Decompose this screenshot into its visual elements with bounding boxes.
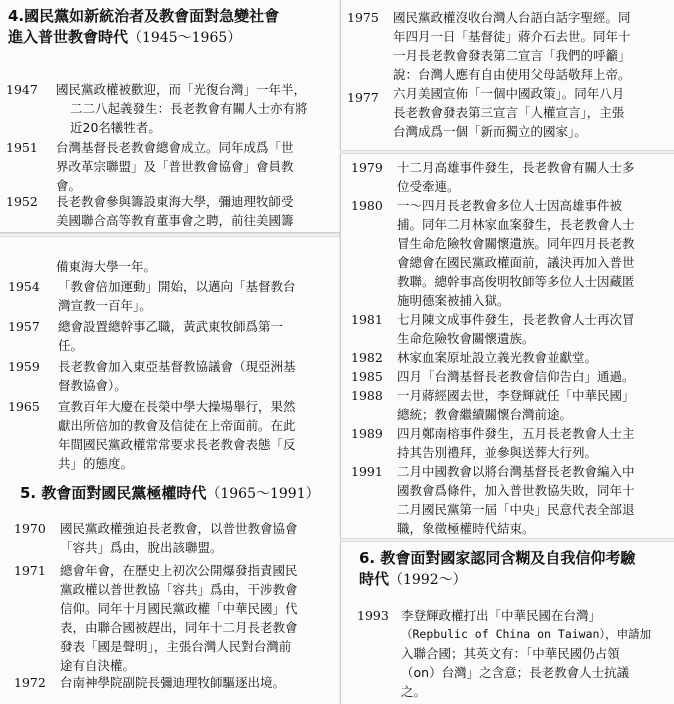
entry-line: 年間國民黨政權常常要求長老教會表態「反 xyxy=(58,437,296,452)
entry-line: 總會年會，在歷史上初次公開爆發指責國民 xyxy=(60,563,298,578)
entry-line: 四月鄭南榕事件發生，五月長老教會人士主 xyxy=(397,426,635,441)
section-6-title-line-1: 6. 教會面對國家認同含糊及自我信仰考驗 xyxy=(359,549,636,567)
section-6-range: （1992～） xyxy=(389,572,467,588)
section-5-title xyxy=(20,483,320,505)
entry-line: 總會設置總幹事乙職，黃武東牧師爲第一 xyxy=(58,319,284,334)
entry-line: 李登輝政權打出「中華民國在台灣」 xyxy=(401,608,602,623)
entry-year: 1982 xyxy=(351,350,383,365)
entry-line: 冒生命危險牧會關懷遺族。同年四月長老教 xyxy=(397,236,635,251)
entry-line: 持其告別禮拜，並參與送葬大行列。 xyxy=(397,445,598,460)
entry-line: 之。 xyxy=(401,684,427,699)
section-6-title-line-2: 時代 xyxy=(359,570,390,588)
entry-year: 1951 xyxy=(6,140,38,155)
entry-line: 黨政權以普世教協「容共」爲由，干涉教會 xyxy=(60,582,298,597)
entry-year: 1977 xyxy=(347,90,379,105)
entry-line: 入聯合國；其英文有：「中華民國仍占領 xyxy=(401,646,620,661)
entry-line: 一月長老教會發表第二宣言「我們的呼籲」 xyxy=(393,48,631,63)
entry-line: 二月中國教會以將台灣基督長老教會編入中 xyxy=(397,464,635,479)
entry-line: 年四月一日「基督徒」蔣介石去世。同年十 xyxy=(393,29,631,44)
entry-line: 備東海大學一年。 xyxy=(56,259,157,274)
entry-year: 1975 xyxy=(347,10,379,25)
entry-line: 界改革宗聯盟」及「普世教會協會」會員教 xyxy=(56,159,294,174)
entry-line: （on）台灣」之含意；長老教會人士抗議 xyxy=(401,665,630,680)
entry-line: 台灣成爲一個「新而獨立的國家」。 xyxy=(393,124,587,139)
entry-line: 台南神學院副院長彌迪理牧師驅逐出境。 xyxy=(60,675,286,690)
entry-line: 長老教會發表第三宣言「人權宣言」，主張 xyxy=(393,105,625,120)
section-4-title-line-1: 4.國民黨如新統治者及教會面對急變社會 xyxy=(8,7,280,25)
entry-year: 1991 xyxy=(351,464,383,479)
entry-line: 四月「台灣基督長老教會信仰告白」通過。 xyxy=(397,369,635,384)
entry-line: 六月美國宣佈「一個中國政策」。同年八月 xyxy=(393,86,625,101)
entry-line: 一～四月長老教會多位人士因高雄事件被 xyxy=(397,198,623,213)
entry-line: 國教會爲條件，加入普世教協失敗，同年十 xyxy=(397,483,635,498)
entry-line: 一月蔣經國去世，李登輝就任「中華民國」 xyxy=(397,388,635,403)
entry-year: 1980 xyxy=(351,198,383,213)
entry-line: 七月陳文成事件發生，長老教會人士再次冒 xyxy=(397,312,635,327)
entry-line: 表，由聯合國被趕出，同年十二月長老教會 xyxy=(60,620,298,635)
entry-line: 捕。同年二月林家血案發生，長老教會人士 xyxy=(397,217,635,232)
entry-line: 宣教百年大慶在長榮中學大操場舉行，果然 xyxy=(58,399,296,414)
entry-line: 任。 xyxy=(58,338,84,353)
entry-year: 1979 xyxy=(351,160,383,175)
clipping-section-4-continued-and-5 xyxy=(0,237,340,704)
entry-line: 長老教會加入東亞基督教協議會（現亞洲基 xyxy=(58,359,296,374)
entry-line: 生命危險牧會關懷遺族。 xyxy=(397,331,535,346)
entry-line: 位受牽連。 xyxy=(397,179,460,194)
entry-year: 1972 xyxy=(14,675,46,690)
entry-line: 督教協會）。 xyxy=(58,378,127,393)
entry-line: 美國聯合高等教育董事會之聘，前往美國籌 xyxy=(56,213,294,228)
entry-year: 1957 xyxy=(8,319,40,334)
section-4-title xyxy=(8,6,279,49)
entry-line: 施明德案被捕入獄。 xyxy=(397,293,510,308)
entry-line: 說：台灣人應有自由使用父母話敬拜上帝。 xyxy=(393,67,631,82)
entry-line: （Repbulic of China on Taiwan），申請加 xyxy=(401,627,652,641)
entry-line: 二月國民黨第一屆「中央」民意代表全部退 xyxy=(397,502,635,517)
entry-line: 國民黨政權沒收台灣人台語白話字聖經。同 xyxy=(393,10,631,25)
entry-year: 1947 xyxy=(6,82,38,97)
entry-year: 1981 xyxy=(351,312,383,327)
entry-line: 信仰。同年十月國民黨政權「中華民國」代 xyxy=(60,601,298,616)
section-5-range: （1965～1991） xyxy=(206,486,320,502)
entry-line: 會總會在國民黨政權面前，議決再加入普世 xyxy=(397,255,635,270)
entry-line: 長老教會參與籌設東海大學，彌迪理牧師受 xyxy=(56,194,294,209)
entry-1952-continued xyxy=(56,257,156,276)
section-6-title xyxy=(359,548,635,591)
entry-line: 教聯。總幹事高俊明牧師等多位人士因藏匿 xyxy=(397,274,635,289)
section-4-title-line-2: 進入普世教會時代 xyxy=(8,28,129,46)
entry-line: 發表「國是聲明」，主張台灣人民對台灣前 xyxy=(60,639,292,654)
entry-year: 1989 xyxy=(351,426,383,441)
entry-line: 台灣基督長老教會總會成立。同年成爲「世 xyxy=(56,140,294,155)
entry-line: 十二月高雄事件發生，長老教會有關人士多 xyxy=(397,160,635,175)
entry-line: 近20名犧牲者。 xyxy=(70,120,161,135)
clipping-right-middle xyxy=(340,154,674,538)
entry-line: 「容共」爲由，脫出該聯盟。 xyxy=(60,540,223,555)
entry-line: 會。 xyxy=(56,178,82,193)
entry-year: 1965 xyxy=(8,399,40,414)
clipping-section-6 xyxy=(340,542,674,704)
section-4-range: （1945～1965） xyxy=(128,30,242,46)
entry-line: 「教會倍加運動」開始，以邁向「基督教台 xyxy=(58,279,296,294)
entry-year: 1970 xyxy=(14,521,46,536)
entry-line: 共」的態度。 xyxy=(58,456,134,471)
section-5-title-main: 5. 教會面對國民黨極權時代 xyxy=(20,484,207,502)
entry-year: 1985 xyxy=(351,369,383,384)
entry-line: 二二八起義發生：長老教會有關人士亦有將 xyxy=(70,101,308,116)
entry-line: 獻出所倍加的教會及信徒在上帝面前。在此 xyxy=(58,418,296,433)
entry-year: 1971 xyxy=(14,563,46,578)
clipping-right-top xyxy=(340,0,674,150)
entry-year: 1988 xyxy=(351,388,383,403)
entry-year: 1959 xyxy=(8,359,40,374)
entry-line: 總統；教會繼續關懷台灣前途。 xyxy=(397,407,573,422)
entry-line: 職，象徵極權時代結束。 xyxy=(397,521,535,536)
entry-year: 1993 xyxy=(357,608,389,623)
entry-line: 林家血案原址設立義光教會並獻堂。 xyxy=(397,350,598,365)
entry-line: 灣宣教一百年」。 xyxy=(58,298,152,313)
entry-line: 國民黨政權被歡迎，而「光復台灣」一年半， xyxy=(56,82,307,97)
entry-line: 國民黨政權強迫長老教會，以普世教會協會 xyxy=(60,521,298,536)
entry-year: 1952 xyxy=(6,194,38,209)
clipping-section-4 xyxy=(0,0,340,233)
entry-line: 途有自決權。 xyxy=(60,658,136,673)
entry-year: 1954 xyxy=(8,279,40,294)
